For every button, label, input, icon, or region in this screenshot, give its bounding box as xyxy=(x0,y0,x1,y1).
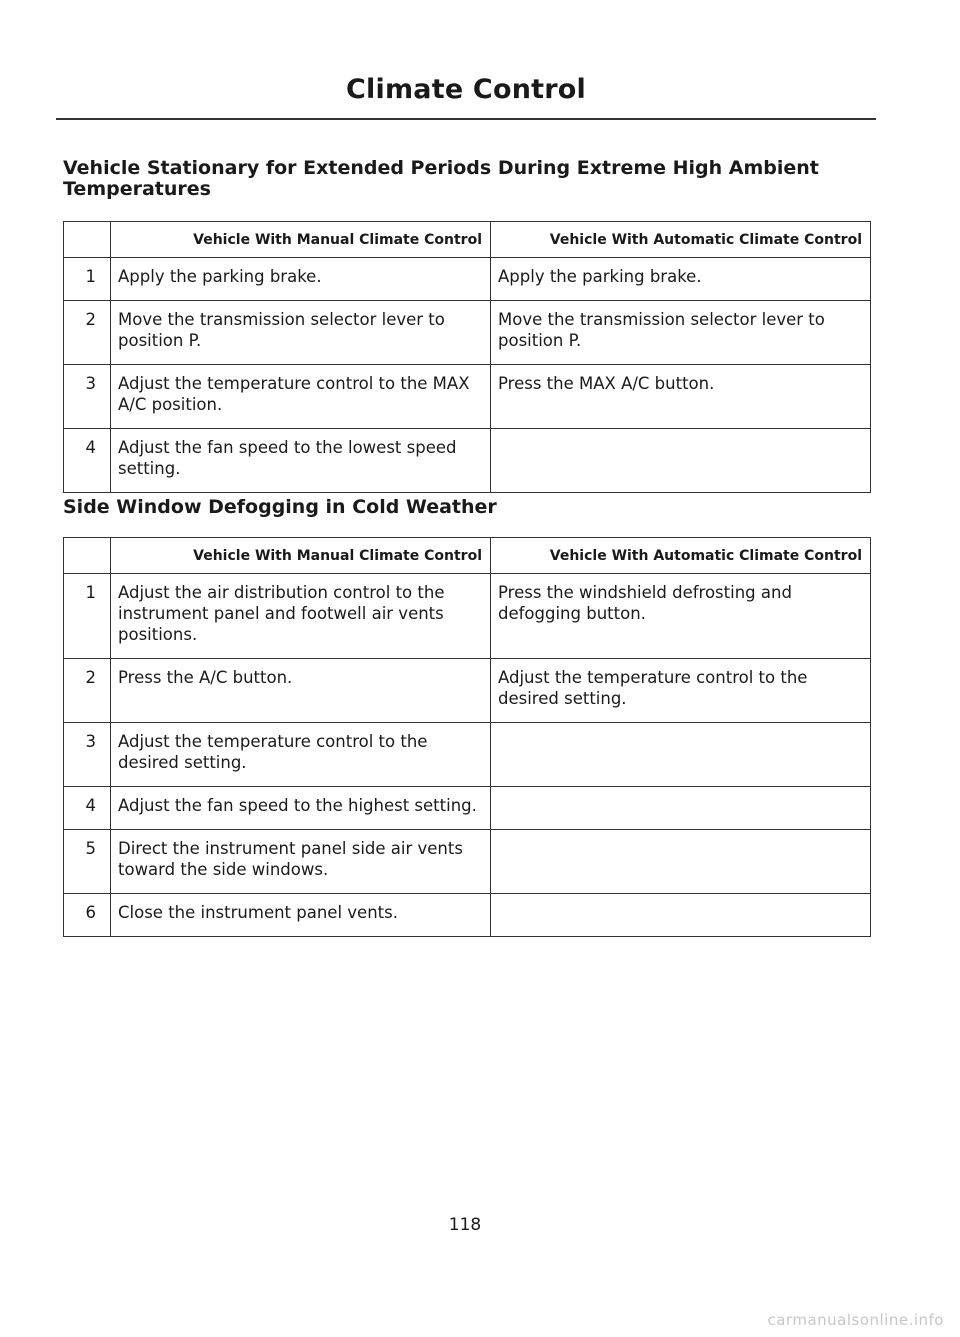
step-number: 2 xyxy=(64,301,111,365)
column-header-automatic: Vehicle With Automatic Climate Control xyxy=(491,222,871,258)
table-row xyxy=(64,723,871,787)
manual-step: Close the instrument panel vents. xyxy=(111,894,491,937)
automatic-step: Move the transmission selector lever to position P. xyxy=(491,301,871,365)
column-header-manual: Vehicle With Manual Climate Control xyxy=(111,222,491,258)
table-row xyxy=(64,258,871,301)
manual-step: Adjust the fan speed to the lowest speed setting. xyxy=(111,429,491,493)
step-number: 1 xyxy=(64,574,111,659)
section-title-extreme-heat: Vehicle Stationary for Extended Periods During Extreme High Ambient Temperatures xyxy=(63,157,819,200)
table-row xyxy=(64,659,871,723)
table-row xyxy=(64,365,871,429)
column-header-step xyxy=(64,222,111,258)
column-header-manual: Vehicle With Manual Climate Control xyxy=(111,538,491,574)
step-number: 4 xyxy=(64,429,111,493)
automatic-step: Apply the parking brake. xyxy=(491,258,871,301)
step-number: 5 xyxy=(64,830,111,894)
header-divider xyxy=(56,118,876,120)
page-title: Climate Control xyxy=(346,74,586,105)
column-header-automatic: Vehicle With Automatic Climate Control xyxy=(491,538,871,574)
step-number: 3 xyxy=(64,723,111,787)
section-title-side-window-defogging: Side Window Defogging in Cold Weather xyxy=(63,496,497,518)
step-number: 6 xyxy=(64,894,111,937)
automatic-step: Adjust the temperature control to the desired setting. xyxy=(491,659,871,723)
automatic-step xyxy=(491,787,871,830)
manual-step: Adjust the air distribution control to the instrument panel and footwell air vents positions. xyxy=(111,574,491,659)
automatic-step xyxy=(491,894,871,937)
step-number: 1 xyxy=(64,258,111,301)
table-row xyxy=(64,574,871,659)
manual-step: Adjust the fan speed to the highest setting. xyxy=(111,787,491,830)
watermark: carmanualsonline.info xyxy=(767,1311,944,1329)
table-side-window-defogging xyxy=(63,537,871,937)
table-row xyxy=(64,894,871,937)
table-row xyxy=(64,787,871,830)
automatic-step xyxy=(491,830,871,894)
manual-step: Adjust the temperature control to the desired setting. xyxy=(111,723,491,787)
column-header-step xyxy=(64,538,111,574)
manual-step: Adjust the temperature control to the MAX A/C position. xyxy=(111,365,491,429)
table-row xyxy=(64,830,871,894)
automatic-step: Press the windshield defrosting and defogging button. xyxy=(491,574,871,659)
page-number: 118 xyxy=(448,1215,482,1235)
table-row xyxy=(64,301,871,365)
step-number: 4 xyxy=(64,787,111,830)
automatic-step xyxy=(491,723,871,787)
table-extreme-heat xyxy=(63,221,871,493)
step-number: 3 xyxy=(64,365,111,429)
manual-step: Move the transmission selector lever to position P. xyxy=(111,301,491,365)
manual-step: Direct the instrument panel side air vents toward the side windows. xyxy=(111,830,491,894)
table-header-row xyxy=(64,222,871,258)
manual-step: Press the A/C button. xyxy=(111,659,491,723)
step-number: 2 xyxy=(64,659,111,723)
automatic-step: Press the MAX A/C button. xyxy=(491,365,871,429)
table-row xyxy=(64,429,871,493)
manual-step: Apply the parking brake. xyxy=(111,258,491,301)
automatic-step xyxy=(491,429,871,493)
table-header-row xyxy=(64,538,871,574)
